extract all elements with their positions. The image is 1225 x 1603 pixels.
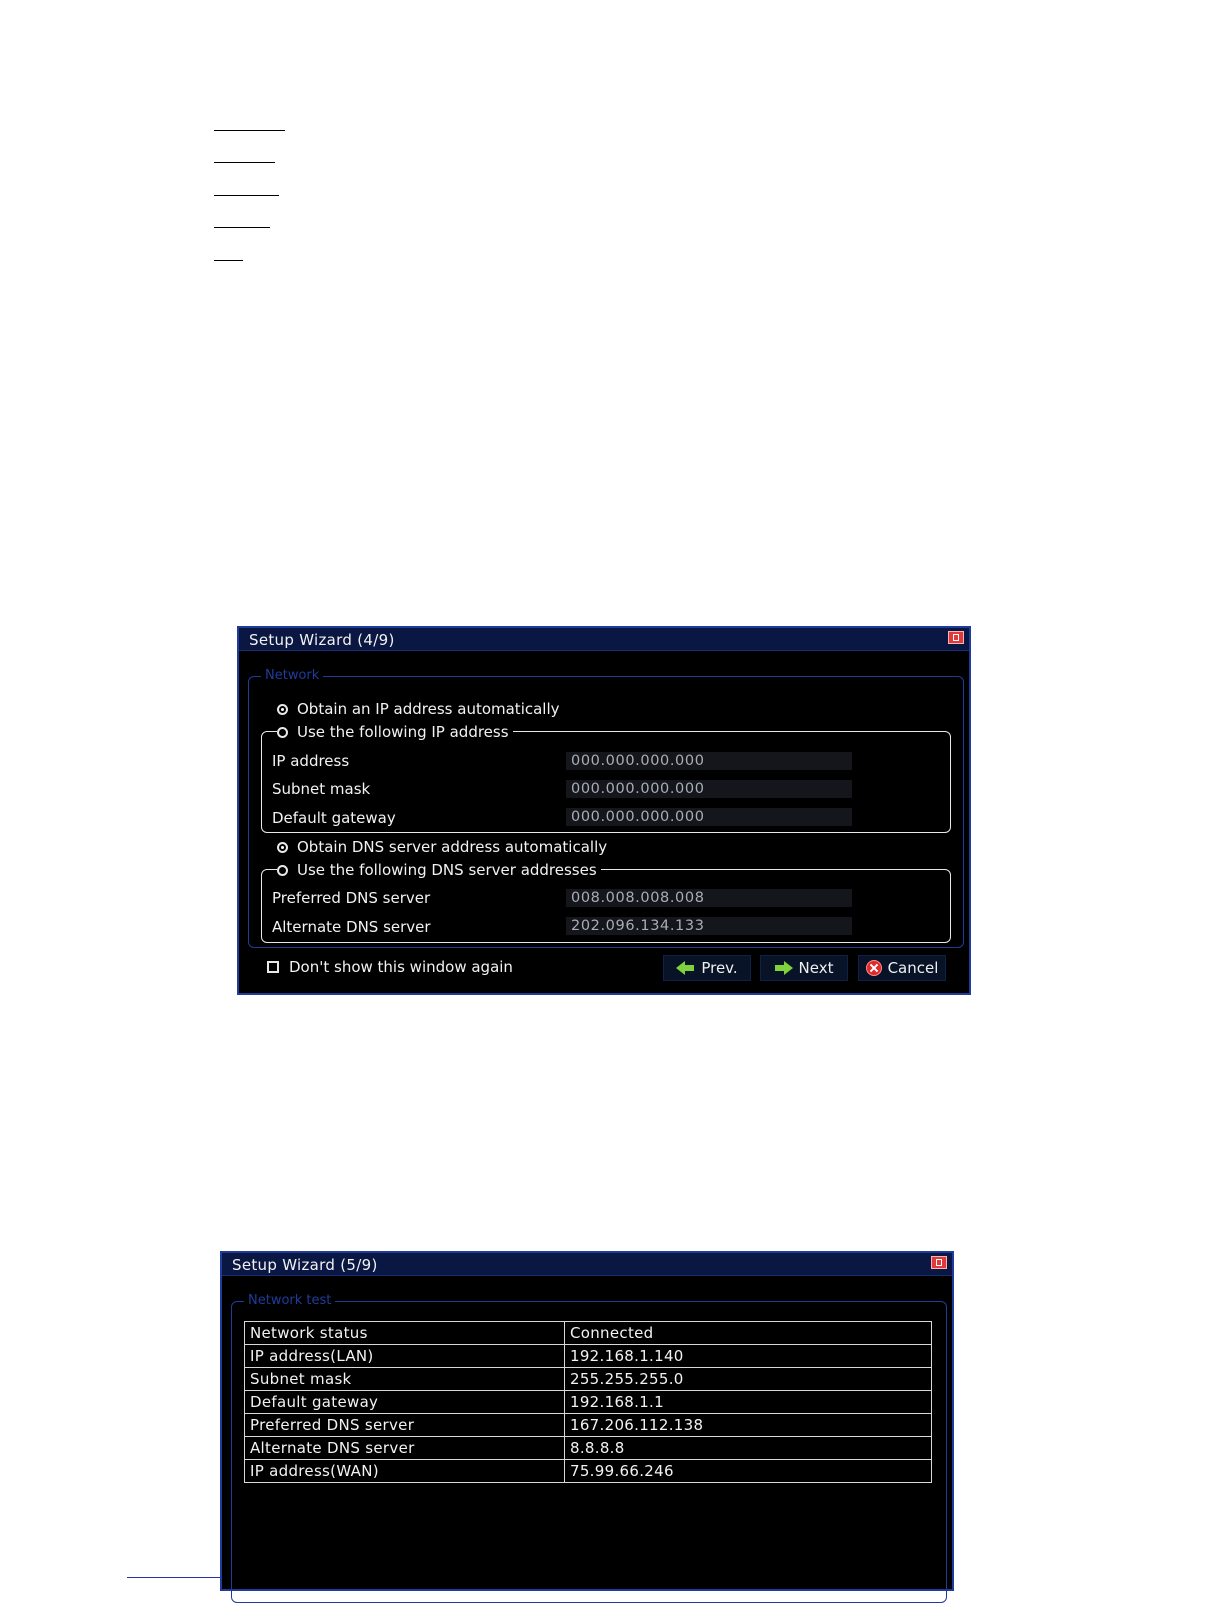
- window-title: Setup Wizard (4/9): [249, 631, 395, 649]
- table-row: [245, 1437, 932, 1460]
- prev-button[interactable]: [663, 955, 751, 981]
- default-gateway-field[interactable]: 000.000.000.000: [566, 808, 852, 826]
- cancel-button-label: Cancel: [887, 959, 939, 977]
- table-row: [245, 1460, 932, 1483]
- row-value: Connected: [565, 1322, 932, 1345]
- row-label: Default gateway: [245, 1391, 565, 1414]
- document-underline-2: [214, 162, 275, 163]
- preferred-dns-field[interactable]: 008.008.008.008: [566, 889, 852, 907]
- alternate-dns-field[interactable]: 202.096.134.133: [566, 917, 852, 935]
- radio-unselected-icon: [277, 865, 288, 876]
- subnet-mask-field[interactable]: 000.000.000.000: [566, 780, 852, 798]
- use-following-dns-radio[interactable]: [277, 860, 601, 880]
- table-row: [245, 1368, 932, 1391]
- network-test-group-label: Network test: [244, 1293, 335, 1308]
- checkbox-icon: [267, 961, 279, 973]
- row-label: Subnet mask: [245, 1368, 565, 1391]
- next-button[interactable]: [760, 955, 848, 981]
- row-label: Preferred DNS server: [245, 1414, 565, 1437]
- row-label: Alternate DNS server: [245, 1437, 565, 1460]
- network-test-table: [244, 1321, 932, 1483]
- next-button-label: Next: [798, 959, 834, 977]
- dont-show-again-label: Don't show this window again: [289, 958, 513, 976]
- row-value: 255.255.255.0: [565, 1368, 932, 1391]
- ip-address-label: IP address: [272, 752, 350, 770]
- obtain-ip-auto-radio[interactable]: [277, 699, 564, 719]
- row-value: 192.168.1.140: [565, 1345, 932, 1368]
- setup-wizard-network-window: [237, 626, 971, 995]
- document-underline-1: [214, 130, 285, 131]
- close-icon[interactable]: [948, 631, 964, 644]
- dont-show-again-checkbox[interactable]: [267, 958, 513, 976]
- prev-button-label: Prev.: [701, 959, 738, 977]
- row-value: 8.8.8.8: [565, 1437, 932, 1460]
- ip-address-field[interactable]: 000.000.000.000: [566, 752, 852, 770]
- arrow-left-icon: [676, 961, 685, 975]
- arrow-right-icon: [775, 965, 784, 971]
- row-label: IP address(LAN): [245, 1345, 565, 1368]
- radio-selected-icon: [277, 704, 288, 715]
- default-gateway-label: Default gateway: [272, 809, 396, 827]
- network-group-label: Network: [261, 668, 323, 683]
- obtain-ip-auto-label: Obtain an IP address automatically: [297, 700, 560, 718]
- document-underline-3: [214, 195, 279, 196]
- row-label: IP address(WAN): [245, 1460, 565, 1483]
- row-value: 192.168.1.1: [565, 1391, 932, 1414]
- use-following-ip-radio[interactable]: [277, 722, 513, 742]
- window-titlebar: [222, 1253, 952, 1276]
- preferred-dns-label: Preferred DNS server: [272, 889, 431, 907]
- setup-wizard-network-test-window: [220, 1251, 954, 1591]
- cancel-button[interactable]: [858, 955, 946, 981]
- row-label: Network status: [245, 1322, 565, 1345]
- obtain-dns-auto-radio[interactable]: [277, 837, 611, 857]
- use-following-ip-label: Use the following IP address: [297, 723, 509, 741]
- cancel-icon: [866, 960, 882, 976]
- table-row: [245, 1391, 932, 1414]
- window-title: Setup Wizard (5/9): [232, 1256, 378, 1274]
- obtain-dns-auto-label: Obtain DNS server address automatically: [297, 838, 608, 856]
- alternate-dns-label: Alternate DNS server: [272, 918, 431, 936]
- radio-selected-icon: [277, 842, 288, 853]
- document-underline-5: [214, 260, 243, 261]
- use-following-dns-label: Use the following DNS server addresses: [297, 861, 597, 879]
- radio-unselected-icon: [277, 727, 288, 738]
- subnet-mask-label: Subnet mask: [272, 780, 371, 798]
- table-row: [245, 1345, 932, 1368]
- row-value: 75.99.66.246: [565, 1460, 932, 1483]
- table-row: [245, 1322, 932, 1345]
- close-icon[interactable]: [931, 1256, 947, 1269]
- row-value: 167.206.112.138: [565, 1414, 932, 1437]
- window-titlebar: [239, 628, 969, 651]
- table-row: [245, 1414, 932, 1437]
- document-underline-4: [214, 227, 270, 228]
